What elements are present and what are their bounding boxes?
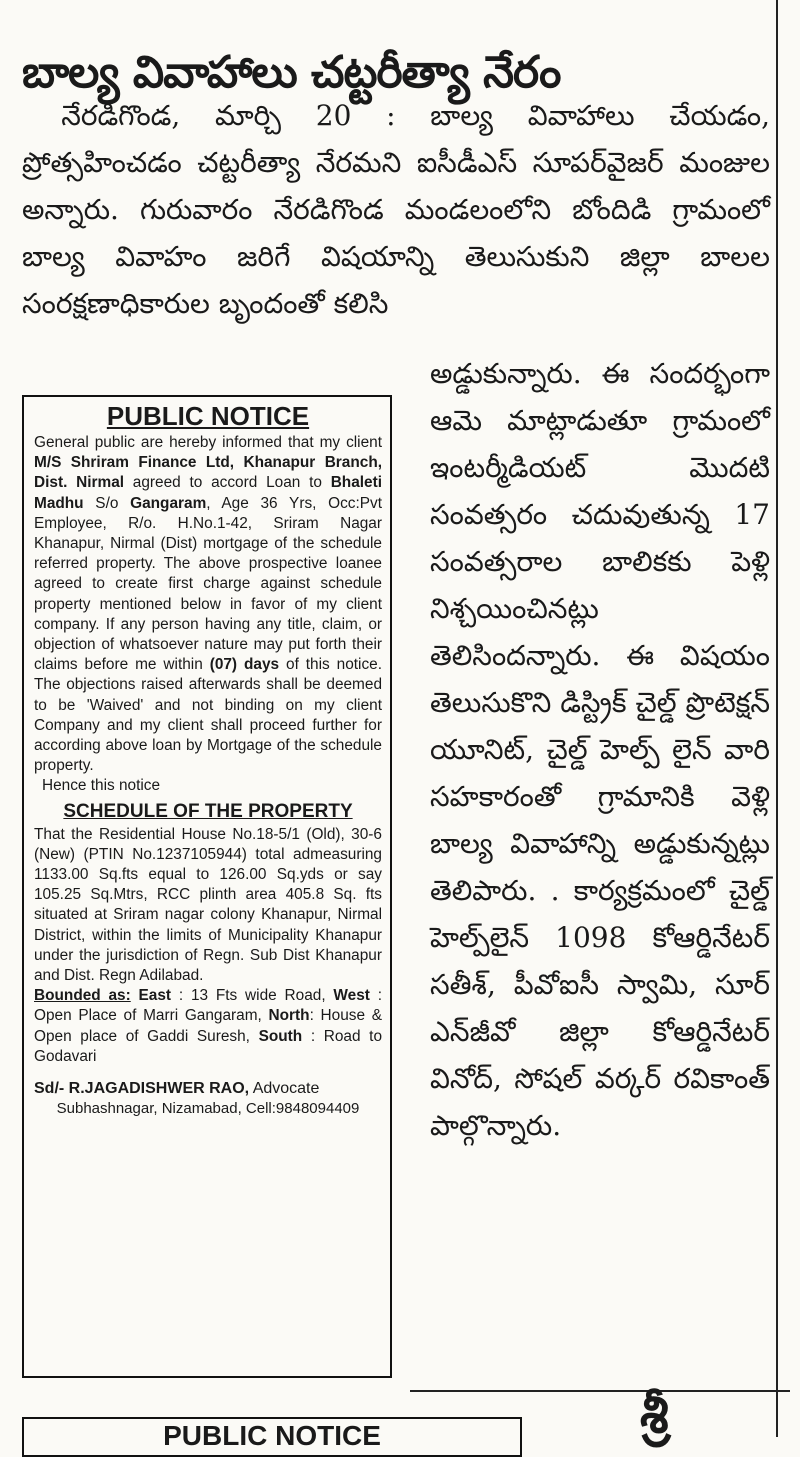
notice-loanee-name: Bhaleti Madhu — [34, 474, 382, 512]
notice-days: (07) days — [209, 656, 280, 674]
article-headline: బాల్య వివాహాలు చట్టరీత్యా నేరం — [22, 47, 561, 99]
east-value: : 13 Fts wide Road, — [171, 987, 334, 1005]
article-lead — [22, 92, 770, 327]
next-article-heading-fragment: శ్రీ — [640, 1385, 669, 1445]
notice-body — [34, 433, 382, 776]
advocate-address: Subhashnagar, Nizamabad, Cell:9848094409 — [56, 1100, 360, 1118]
public-notice-box — [22, 395, 392, 1378]
south-label: South — [258, 1027, 303, 1045]
advocate-role: Advocate — [249, 1080, 320, 1098]
notice-text: , Age 36 Yrs, Occ:Pvt Employee, R/o. H.No.1-42, Sriram Nagar Khanapur, Nirmal (Dist) mortgage of the schedule referred property. The above prospective loanee agreed to create first charge against schedule property mentioned below in favor of my client company. If any person having any title, claim, or objection of whatsoever nature may put forth their claims before me within — [34, 494, 382, 674]
schedule-text: That the Residential House No.18-5/1 (Old), 30-6 (New) (PTIN No.1237105944) total admeasuring 1133.00 Sq.fts equal to 126.00 Sq.yds or say 105.25 Sq.Mtrs, RCC plinth area 405.8 Sq. fts situated at Sriram nagar colony Khanapur, Nirmal District, within the limits of Municipality Khanapur under the jurisdiction of Regn. Sub Dist Khanapur and Dist. Regn Adilabad. — [34, 825, 382, 985]
north-label: North — [268, 1007, 310, 1025]
column-rule-right — [776, 0, 778, 1437]
notice-father-name: Gangaram — [130, 494, 207, 512]
north-value: : House & Open place of Gaddi Suresh, — [34, 1007, 382, 1045]
notice-text: of this notice. The objections raised afterwards shall be deemed to be 'Waived' and not binding on my client Company and my client shall proceed further for according above loan by Mortgage of the schedule property. — [34, 656, 382, 775]
column-rule-bottom — [410, 1390, 790, 1392]
west-value: : Open Place of Marri Gangaram, — [34, 987, 382, 1025]
notice-text: S/o — [83, 494, 131, 512]
article-continuation-paragraph: అడ్డుకున్నారు. ఈ సందర్భంగా ఆమె మాట్లాడుతూ గ్రామంలో ఇంటర్మీడియట్ మొదటి సంవత్సరం చదువుతున్న 17 సంవత్సరాల బాలికకు పెళ్లి నిశ్చయించినట్లు తెలిసిందన్నారు. ఈ విషయం తెలుసుకొని డిస్ట్రిక్ చైల్డ్ ప్రొటెక్షన్ యూనిట్, చైల్డ్ హెల్ప్ లైన్ వారి సహకారంతో గ్రామానికి వెళ్లి బాల్య వివాహాన్ని అడ్డుకున్నట్లు తెలిపారు. . కార్యక్రమంలో చైల్డ్ హెల్ప్‌లైన్ 1098 కోఆర్డినేటర్ సతీశ్, పీవోఐసీ స్వామి, సూర్ ఎన్‌జీవో జిల్లా కోఆర్డినేటర్ వినోద్, సోషల్ వర్కర్ రవికాంత్ పాల్గొన్నారు. — [430, 357, 770, 1142]
notice-client-name: M/S Shriram Finance Ltd, Khanapur Branch, Dist. Nirmal — [34, 454, 382, 492]
notice-hence: Hence this notice — [42, 777, 161, 795]
bounded-text — [34, 986, 382, 1067]
schedule-title: SCHEDULE OF THE PROPERTY — [63, 800, 353, 822]
advocate-name: Sd/- R.JAGADISHWER RAO, — [34, 1080, 250, 1098]
public-notice-box-2 — [22, 1417, 522, 1457]
east-label: East — [130, 987, 172, 1005]
article-continuation — [430, 350, 770, 1149]
notice-text: General public are hereby informed that my client — [34, 434, 382, 451]
notice-title: PUBLIC NOTICE — [106, 401, 310, 431]
south-value: : Road to Godavari — [34, 1027, 382, 1065]
signature-line — [34, 1079, 382, 1099]
bounded-label: Bounded as: — [34, 987, 131, 1005]
notice-2-title: PUBLIC NOTICE — [163, 1420, 381, 1451]
article-lead-paragraph: నేరడిగొండ, మార్చి 20 : బాల్య వివాహాలు చేయడం, ప్రోత్సహించడం చట్టరీత్యా నేరమని ఐసీడీఎస్ సూపర్‌వైజర్ మంజుల అన్నారు. గురువారం నేరడిగొండ మండలంలోని బోందిడి గ్రామంలో బాల్య వివాహం జరిగే విషయాన్ని తెలుసుకుని జిల్లా బాలల సంరక్షణాధికారుల బృందంతో కలిసి — [22, 99, 770, 320]
notice-text: agreed to accord Loan to — [124, 474, 331, 492]
west-label: West — [333, 987, 370, 1005]
